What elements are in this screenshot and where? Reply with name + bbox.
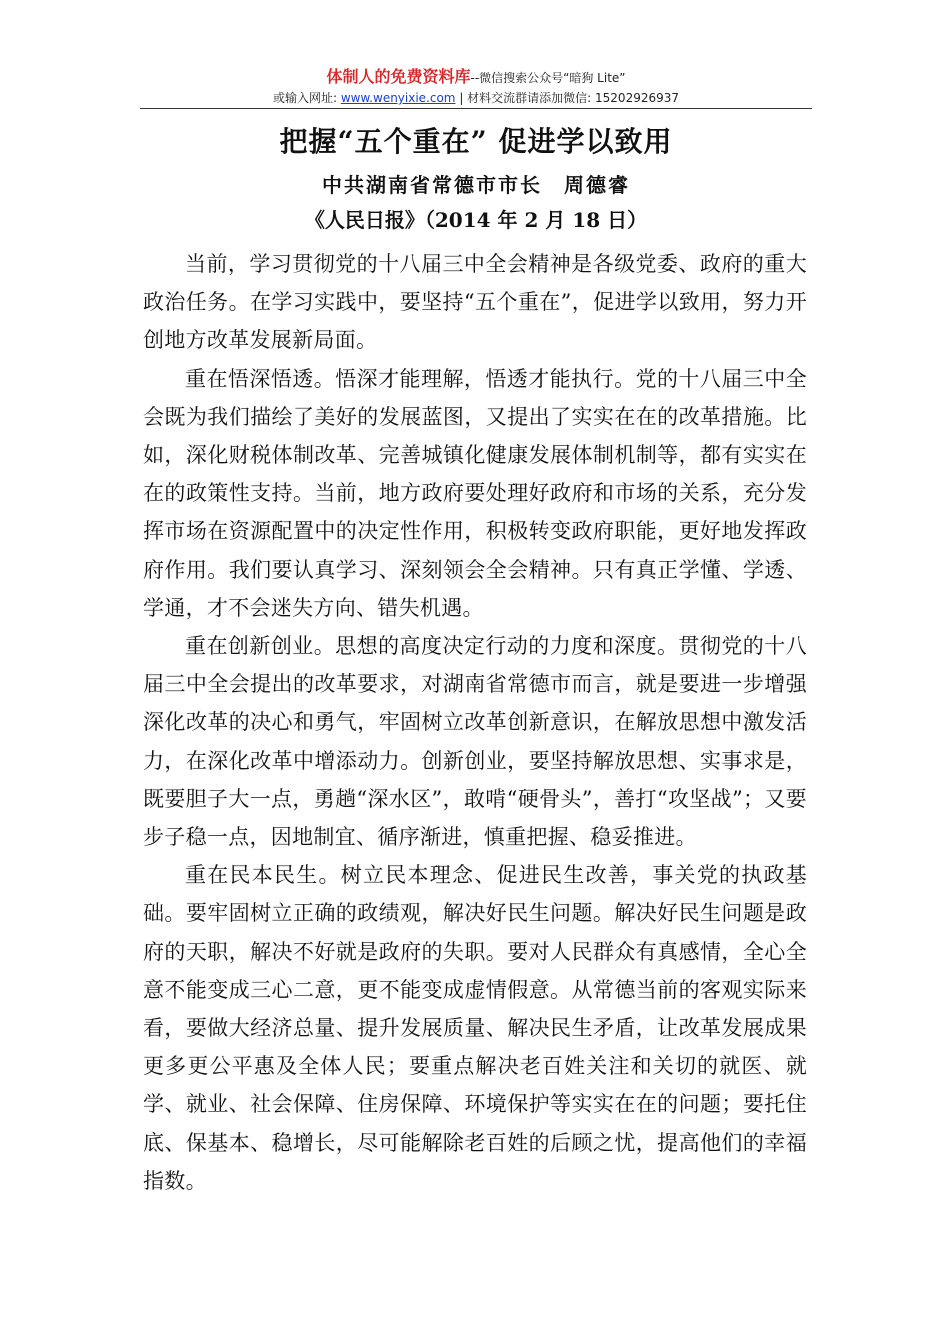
header-contact-line [140, 89, 812, 107]
article-source: 《人民日报》（2014 年 2 月 18 日） [304, 208, 648, 232]
contact-info: | 材料交流群请添加微信: 15202926937 [455, 91, 680, 105]
header-divider [140, 108, 812, 109]
header-slogan: --微信搜索公众号“暗狗 Lite” [470, 71, 626, 85]
paragraph: 重在悟深悟透。悟深才能理解，悟透才能执行。党的十八届三中全会既为我们描绘了美好的发展蓝图，又提出了实实在在的改革措施。比如，深化财税体制改革、完善城镇化健康发展体制机制等，都有实实在在的政策性支持。当前，地方政府要处理好政府和市场的关系，充分发挥市场在资源配置中的决定性作用，积极转变政府职能，更好地发挥政府作用。我们要认真学习、深刻领会全会精神。只有真正学懂、学透、学通，才不会迷失方向、错失机遇。 [143, 366, 807, 620]
article-author: 中共湖南省常德市市长 周德睿 [322, 173, 630, 197]
page-header [140, 66, 812, 107]
article-title: 把握“五个重在” 促进学以致用 [279, 125, 673, 158]
header-banner [140, 66, 812, 89]
website-link[interactable]: www.wenyixie.com [340, 91, 456, 105]
url-prefix: 或输入网址: [272, 91, 341, 105]
paragraph: 重在民本民生。树立民本理念、促进民生改善，事关党的执政基础。要牢固树立正确的政绩观，解决好民生问题。解决好民生问题是政府的天职，解决不好就是政府的失职。要对人民群众有真感情，全心全意不能变成三心二意，更不能变成虚情假意。从常德当前的客观实际来看，要做大经济总量、提升发展质量、解决民生矛盾，让改革发展成果更多更公平惠及全体人民；要重点解决老百姓关注和关切的就医、就学、就业、社会保障、住房保障、环境保护等实实在在的问题；要托住底、保基本、稳增长，尽可能解除老百姓的后顾之忧，提高他们的幸福指数。 [143, 863, 807, 1193]
brand-name: 体制人的免费资料库 [326, 67, 471, 86]
paragraph: 重在创新创业。思想的高度决定行动的力度和深度。贯彻党的十八届三中全会提出的改革要求，对湖南省常德市而言，就是要进一步增强深化改革的决心和勇气，牢固树立改革创新意识，在解放思想中激发活力，在深化改革中增添动力。创新创业，要坚持解放思想、实事求是，既要胆子大一点，勇趟“深水区”，敢啃“硬骨头”，善打“攻坚战”；又要步子稳一点，因地制宜、循序渐进，慎重把握、稳妥推进。 [143, 634, 807, 850]
article-body [143, 245, 807, 1200]
paragraph: 当前，学习贯彻党的十八届三中全会精神是各级党委、政府的重大政治任务。在学习实践中，要坚持“五个重在”，促进学以致用，努力开创地方改革发展新局面。 [143, 252, 807, 353]
